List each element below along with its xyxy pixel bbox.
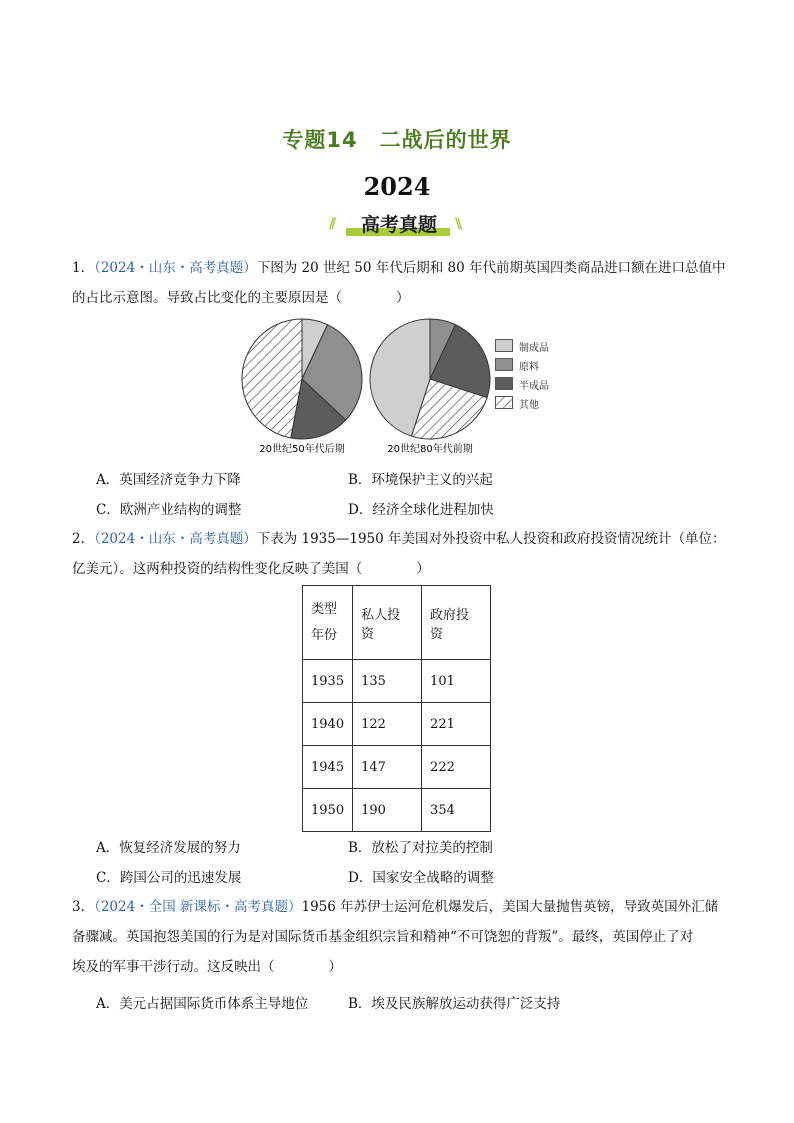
q3-stem-line-2: 备骤减。英国抱怨美国的行为是对国际货币基金组织宗旨和精神“不可饶恕的背叛”。最终，英国停止了对	[72, 929, 694, 945]
page-title: 专题14 二战后的世界	[282, 128, 512, 152]
table-row: 1940 122 221	[303, 703, 491, 746]
banner-left-slashes: //	[329, 216, 334, 232]
legend-swatch	[495, 396, 513, 409]
q1-option-b[interactable]: B．环境保护主义的兴起	[348, 472, 493, 488]
question-3-stem	[72, 892, 732, 982]
pie-caption-1980s: 20世纪80年代前期	[387, 444, 473, 455]
q2-option-d[interactable]: D．国家安全战略的调整	[348, 870, 494, 886]
question-2-stem	[72, 524, 732, 584]
table-row: 1950 190 354	[303, 789, 491, 832]
q2-source: （2024・山东・高考真题）	[94, 531, 257, 547]
table-row: 1945 147 222	[303, 746, 491, 789]
table-corner-cell: 类型 年份	[303, 586, 353, 660]
q3-option-b[interactable]: B．埃及民族解放运动获得广泛支持	[348, 996, 561, 1012]
q3-source: （2024・全国 新课标・高考真题）	[94, 899, 302, 915]
legend-swatch	[495, 339, 513, 352]
q2-option-b[interactable]: B．放松了对拉美的控制	[348, 840, 493, 856]
q2-stem-line-2: 亿美元）。这两种投资的结构性变化反映了美国（ ）	[72, 561, 430, 577]
q2-stem-line-1: 下表为 1935—1950 年美国对外投资中私人投资和政府投资情况统计（单位：	[256, 531, 726, 547]
investment-table	[302, 585, 491, 832]
pie-chart-figure	[236, 316, 496, 458]
q3-stem-line-1: 1956 年苏伊士运河危机爆发后，美国大量抛售英镑，导致英国外汇储	[301, 899, 719, 915]
q1-stem-line-1: 下图为 20 世纪 50 年代后期和 80 年代前期英国四类商品进口额在进口总值中	[256, 260, 726, 276]
q3-number: 3．	[72, 899, 95, 915]
section-banner	[329, 208, 469, 238]
q2-option-a[interactable]: A．恢复经济发展的努力	[96, 840, 241, 856]
q1-option-c[interactable]: C．欧洲产业结构的调整	[96, 502, 242, 518]
legend-swatch	[495, 377, 513, 390]
q1-stem-line-2: 的占比示意图。导致占比变化的主要原因是（ ）	[72, 290, 410, 306]
question-1-stem	[72, 253, 732, 313]
q2-option-c[interactable]: C．跨国公司的迅速发展	[96, 870, 242, 886]
table-header-row	[303, 586, 491, 660]
header-government: 政府投资	[422, 586, 491, 660]
q1-source: （2024・山东・高考真题）	[94, 260, 257, 276]
q2-number: 2．	[72, 531, 95, 547]
banner-right-slashes: \\	[455, 216, 460, 232]
header-private: 私人投资	[353, 586, 422, 660]
q1-option-a[interactable]: A．英国经济竞争力下降	[96, 472, 241, 488]
legend-swatch	[495, 358, 513, 371]
pie-slice-0-其他	[242, 319, 302, 438]
pie-caption-1950s: 20世纪50年代后期	[259, 444, 345, 455]
year-heading: 2024	[363, 172, 431, 201]
banner-text: 高考真题	[360, 214, 437, 236]
q1-number: 1．	[72, 260, 95, 276]
q1-option-d[interactable]: D．经济全球化进程加快	[348, 502, 494, 518]
table-row: 1935 135 101	[303, 660, 491, 703]
q3-option-a[interactable]: A．美元占据国际货币体系主导地位	[96, 996, 309, 1012]
q3-stem-line-3: 埃及的军事干涉行动。这反映出（ ）	[72, 959, 342, 975]
